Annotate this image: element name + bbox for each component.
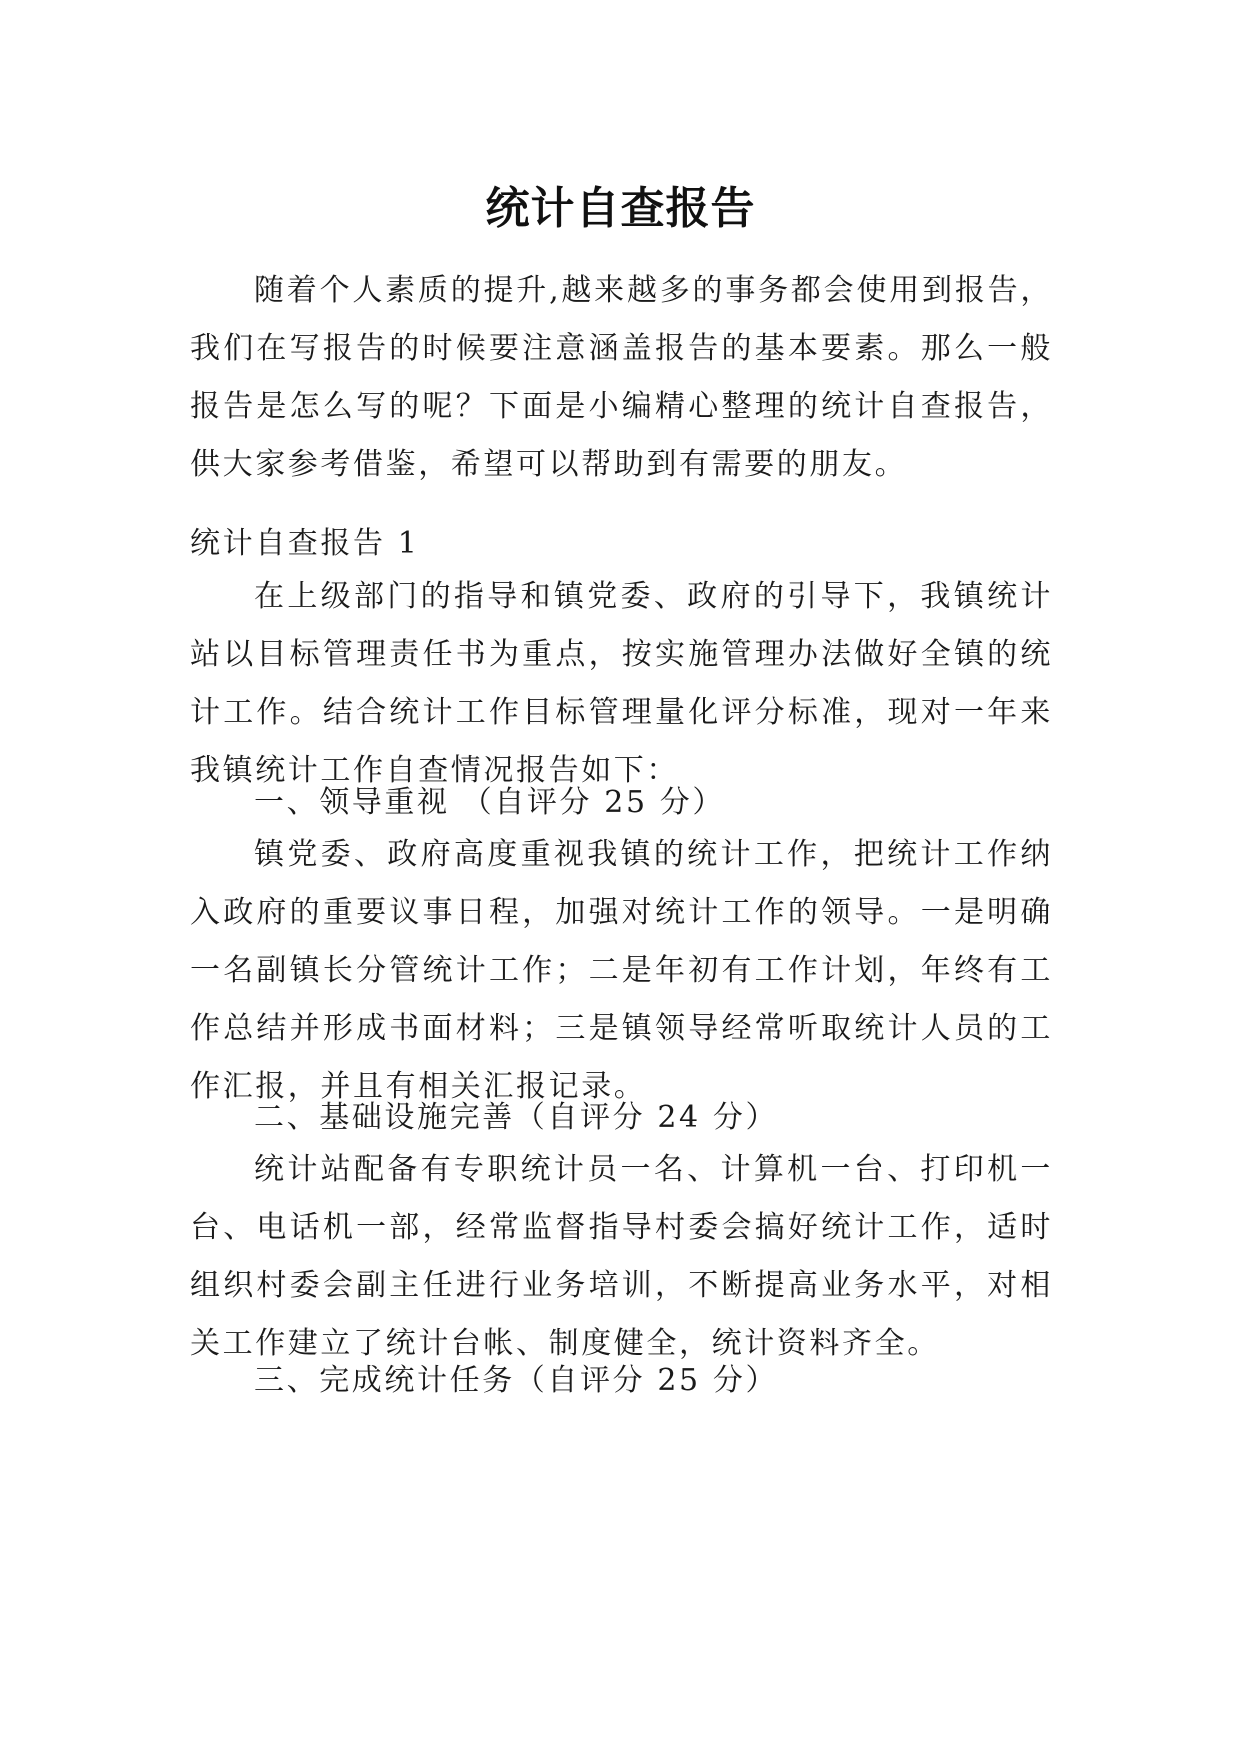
section-heading: 统计自查报告 1 (190, 526, 420, 561)
item-heading-leadership: 一、领导重视 （自评分 25 分） (254, 785, 725, 820)
item-paragraph-infrastructure: 统计站配备有专职统计员一名、计算机一台、打印机一台、电话机一部，经常监督指导村委会搞好统计工作，适时组织村委会副主任进行业务培训，不断提高业务水平，对相关工作建立了统计台帐、制度健全，统计资料齐全。 (190, 1152, 1053, 1361)
intro-paragraph: 随着个人素质的提升,越来越多的事务都会使用到报告，我们在写报告的时候要注意涵盖报告的基本要素。那么一般报告是怎么写的呢？下面是小编精心整理的统计自查报告，供大家参考借鉴，希望可以帮助到有需要的朋友。 (190, 273, 1053, 482)
item-heading-infrastructure: 二、基础设施完善（自评分 24 分） (254, 1100, 779, 1135)
item-heading-tasks: 三、完成统计任务（自评分 25 分） (254, 1363, 779, 1398)
document-title: 统计自查报告 (485, 183, 756, 235)
section-paragraph: 在上级部门的指导和镇党委、政府的引导下，我镇统计站以目标管理责任书为重点，按实施管理办法做好全镇的统计工作。结合统计工作目标管理量化评分标准，现对一年来我镇统计工作自查情况报告如下： (190, 579, 1053, 788)
item-paragraph-leadership: 镇党委、政府高度重视我镇的统计工作，把统计工作纳入政府的重要议事日程，加强对统计工作的领导。一是明确一名副镇长分管统计工作；二是年初有工作计划，年终有工作总结并形成书面材料；三是镇领导经常听取统计人员的工作汇报，并且有相关汇报记录。 (190, 837, 1053, 1104)
